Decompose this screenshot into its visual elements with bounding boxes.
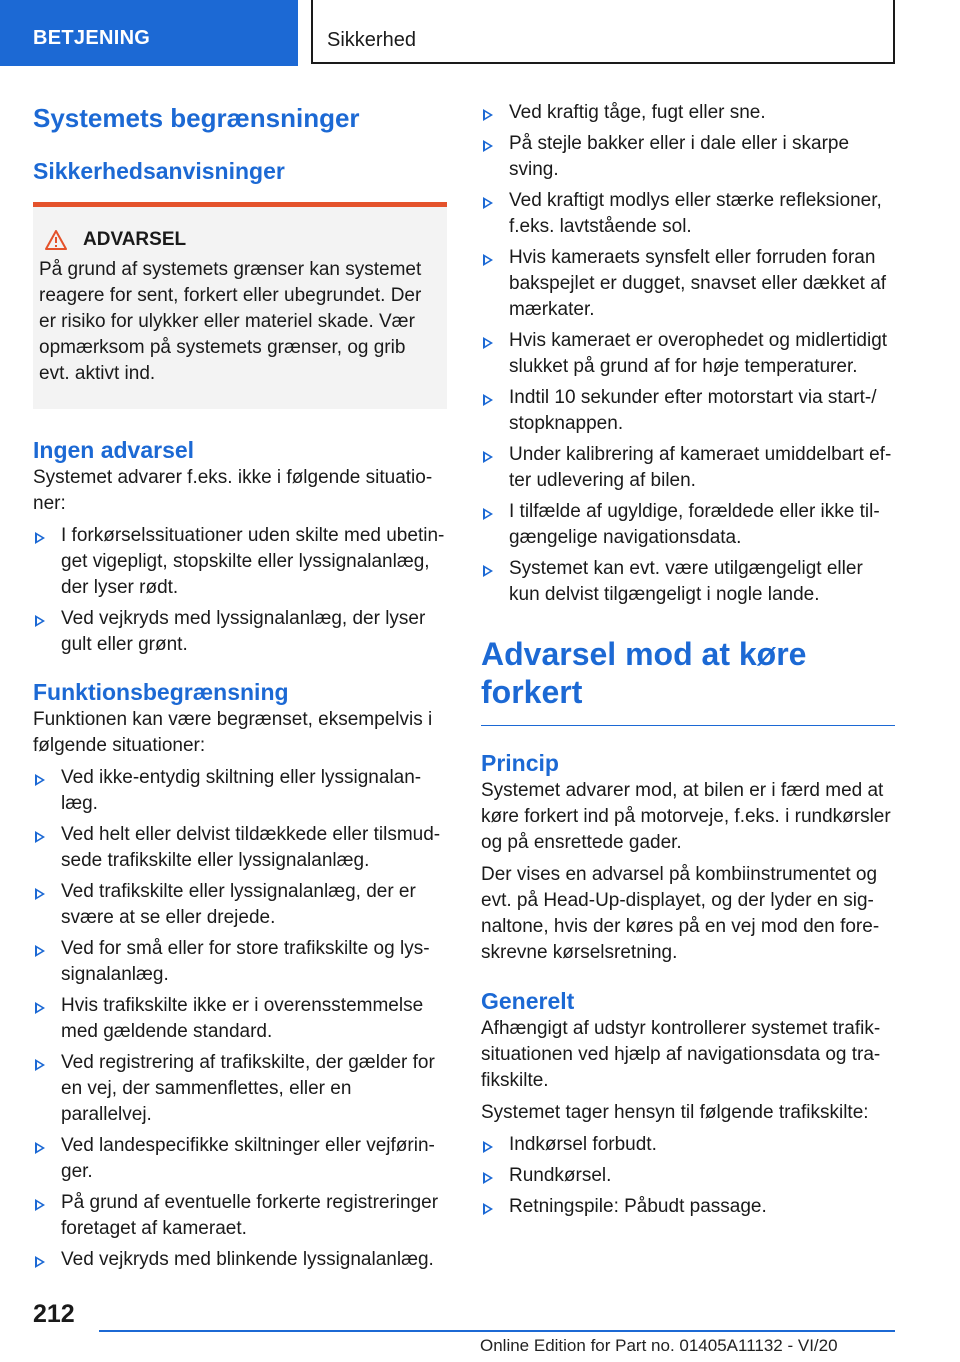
page-header (0, 0, 960, 66)
list-item: Retningspile: Påbudt passage. (481, 1194, 895, 1220)
list-item: Ved ikke-entydig skiltning eller lyssignalan-læg. (33, 765, 447, 817)
list-item: I forkørselssituationer uden skilte med ubetin-get vigepligt, stopskilte eller lyssignalanlæg, der lyser rødt. (33, 523, 447, 601)
limits-list-continued (481, 100, 895, 608)
list-item: Ved trafikskilte eller lyssignalanlæg, der er svære at se eller drejede. (33, 879, 447, 931)
no-warning-list (33, 523, 447, 658)
limits-intro: Funktionen kan være begrænset, eksempelvis i følgende situationer: (33, 709, 433, 756)
wrongway-title: Advarsel mod at køre forkert (481, 635, 895, 726)
bullet-triangle-icon (35, 888, 45, 900)
bullet-triangle-icon (35, 1059, 45, 1071)
bullet-triangle-icon (35, 945, 45, 957)
bullet-triangle-icon (483, 508, 493, 520)
sign-list (481, 1132, 895, 1220)
limits-list (33, 765, 447, 1273)
edition-footer: Online Edition for Part no. 01405A11132 - VI/20 (480, 1336, 838, 1355)
list-item: Hvis trafikskilte ikke er i overensstemmelse med gældende standard. (33, 993, 447, 1045)
bullet-triangle-icon (35, 1199, 45, 1211)
general-text-1: Afhængigt af udstyr kontrollerer systemet trafik-situationen ved hjælp af navigationsdata og tra-fikskilte. (481, 1018, 881, 1091)
bullet-triangle-icon (483, 394, 493, 406)
principle-text-2: Der vises en advarsel på kombiinstrumentet og evt. på Head-Up-displayet, og der lyder en sig-naltone, hvis der køres på en vej mod den fore-skrevne kørselsretning. (481, 864, 880, 963)
list-item: Ved vejkryds med blinkende lyssignalanlæg. (33, 1247, 447, 1273)
no-warning-heading: Ingen advarsel (33, 437, 195, 463)
safety-heading: Sikkerhedsanvisninger (33, 158, 285, 184)
bullet-triangle-icon (483, 1141, 493, 1153)
list-item: Indkørsel forbudt. (481, 1132, 895, 1158)
list-item: I tilfælde af ugyldige, forældede eller ikke til-gængelige navigationsdata. (481, 499, 895, 551)
list-item: Ved landespecifikke skiltninger eller vejførin-ger. (33, 1133, 447, 1185)
warning-box (33, 202, 447, 409)
section-tab: BETJENING (0, 0, 298, 66)
general-text-2: Systemet tager hensyn til følgende trafikskilte: (481, 1102, 869, 1123)
limits-heading: Funktionsbegrænsning (33, 679, 289, 705)
list-item: Hvis kameraets synsfelt eller forruden foran bakspejlet er dugget, snavset eller dækket af mærkater. (481, 245, 895, 323)
warning-triangle-icon (45, 230, 67, 250)
bullet-triangle-icon (35, 774, 45, 786)
right-column (481, 100, 895, 1225)
bullet-triangle-icon (483, 254, 493, 266)
bullet-triangle-icon (35, 1142, 45, 1154)
list-item: Ved registrering af trafikskilte, der gælder for en vej, der sammenflettes, eller en parallelvej. (33, 1050, 447, 1128)
bullet-triangle-icon (483, 565, 493, 577)
list-item: Indtil 10 sekunder efter motorstart via start-/ stopknappen. (481, 385, 895, 437)
page-number: 212 (33, 1300, 75, 1328)
bullet-triangle-icon (35, 831, 45, 843)
bullet-triangle-icon (35, 1002, 45, 1014)
list-item: På stejle bakker eller i dale eller i skarpe sving. (481, 131, 895, 183)
bullet-triangle-icon (483, 140, 493, 152)
list-item: Rundkørsel. (481, 1163, 895, 1189)
list-item: Ved helt eller delvist tildækkede eller tilsmud-sede trafikskilte eller lyssignalanlæg. (33, 822, 447, 874)
list-item: Systemet kan evt. være utilgængeligt eller kun delvist tilgængeligt i nogle lande. (481, 556, 895, 608)
bullet-triangle-icon (483, 1172, 493, 1184)
principle-heading: Princip (481, 750, 559, 776)
list-item: Ved kraftigt modlys eller stærke refleksioner, f.eks. lavtstående sol. (481, 188, 895, 240)
bullet-triangle-icon (35, 615, 45, 627)
warning-label: ADVARSEL (83, 229, 187, 250)
left-column (33, 100, 447, 1278)
list-item: Hvis kameraet er overophedet og midlertidigt slukket på grund af for høje temperaturer. (481, 328, 895, 380)
no-warning-intro: Systemet advarer f.eks. ikke i følgende situatio-ner: (33, 467, 433, 514)
list-item: Ved for små eller for store trafikskilte og lys-signalanlæg. (33, 936, 447, 988)
bullet-triangle-icon (483, 337, 493, 349)
bullet-triangle-icon (483, 451, 493, 463)
bullet-triangle-icon (483, 109, 493, 121)
principle-text-1: Systemet advarer mod, at bilen er i færd med at køre forkert ind på motorveje, f.eks. i rundkørsler og på ensrettede gader. (481, 780, 891, 853)
bullet-triangle-icon (35, 1256, 45, 1268)
bullet-triangle-icon (35, 532, 45, 544)
list-item: Under kalibrering af kameraet umiddelbart ef-ter udlevering af bilen. (481, 442, 895, 494)
warning-text: På grund af systemets grænser kan systemet reagere for sent, forkert eller ubegrundet. Der er risiko for ulykker eller materiel skade. Vær opmærksom på systemets grænser, og grib evt. aktivt ind. (39, 259, 422, 384)
bullet-triangle-icon (483, 197, 493, 209)
list-item: På grund af eventuelle forkerte registreringer foretaget af kameraet. (33, 1190, 447, 1242)
topic-tab: Sikkerhed (311, 0, 895, 64)
warning-header (39, 229, 433, 251)
bullet-triangle-icon (483, 1203, 493, 1215)
list-item: Ved vejkryds med lyssignalanlæg, der lyser gult eller grønt. (33, 606, 447, 658)
footer-divider (99, 1330, 895, 1332)
list-item: Ved kraftig tåge, fugt eller sne. (481, 100, 895, 126)
section-title: Systemets begrænsninger (33, 103, 360, 133)
general-heading: Generelt (481, 988, 575, 1014)
